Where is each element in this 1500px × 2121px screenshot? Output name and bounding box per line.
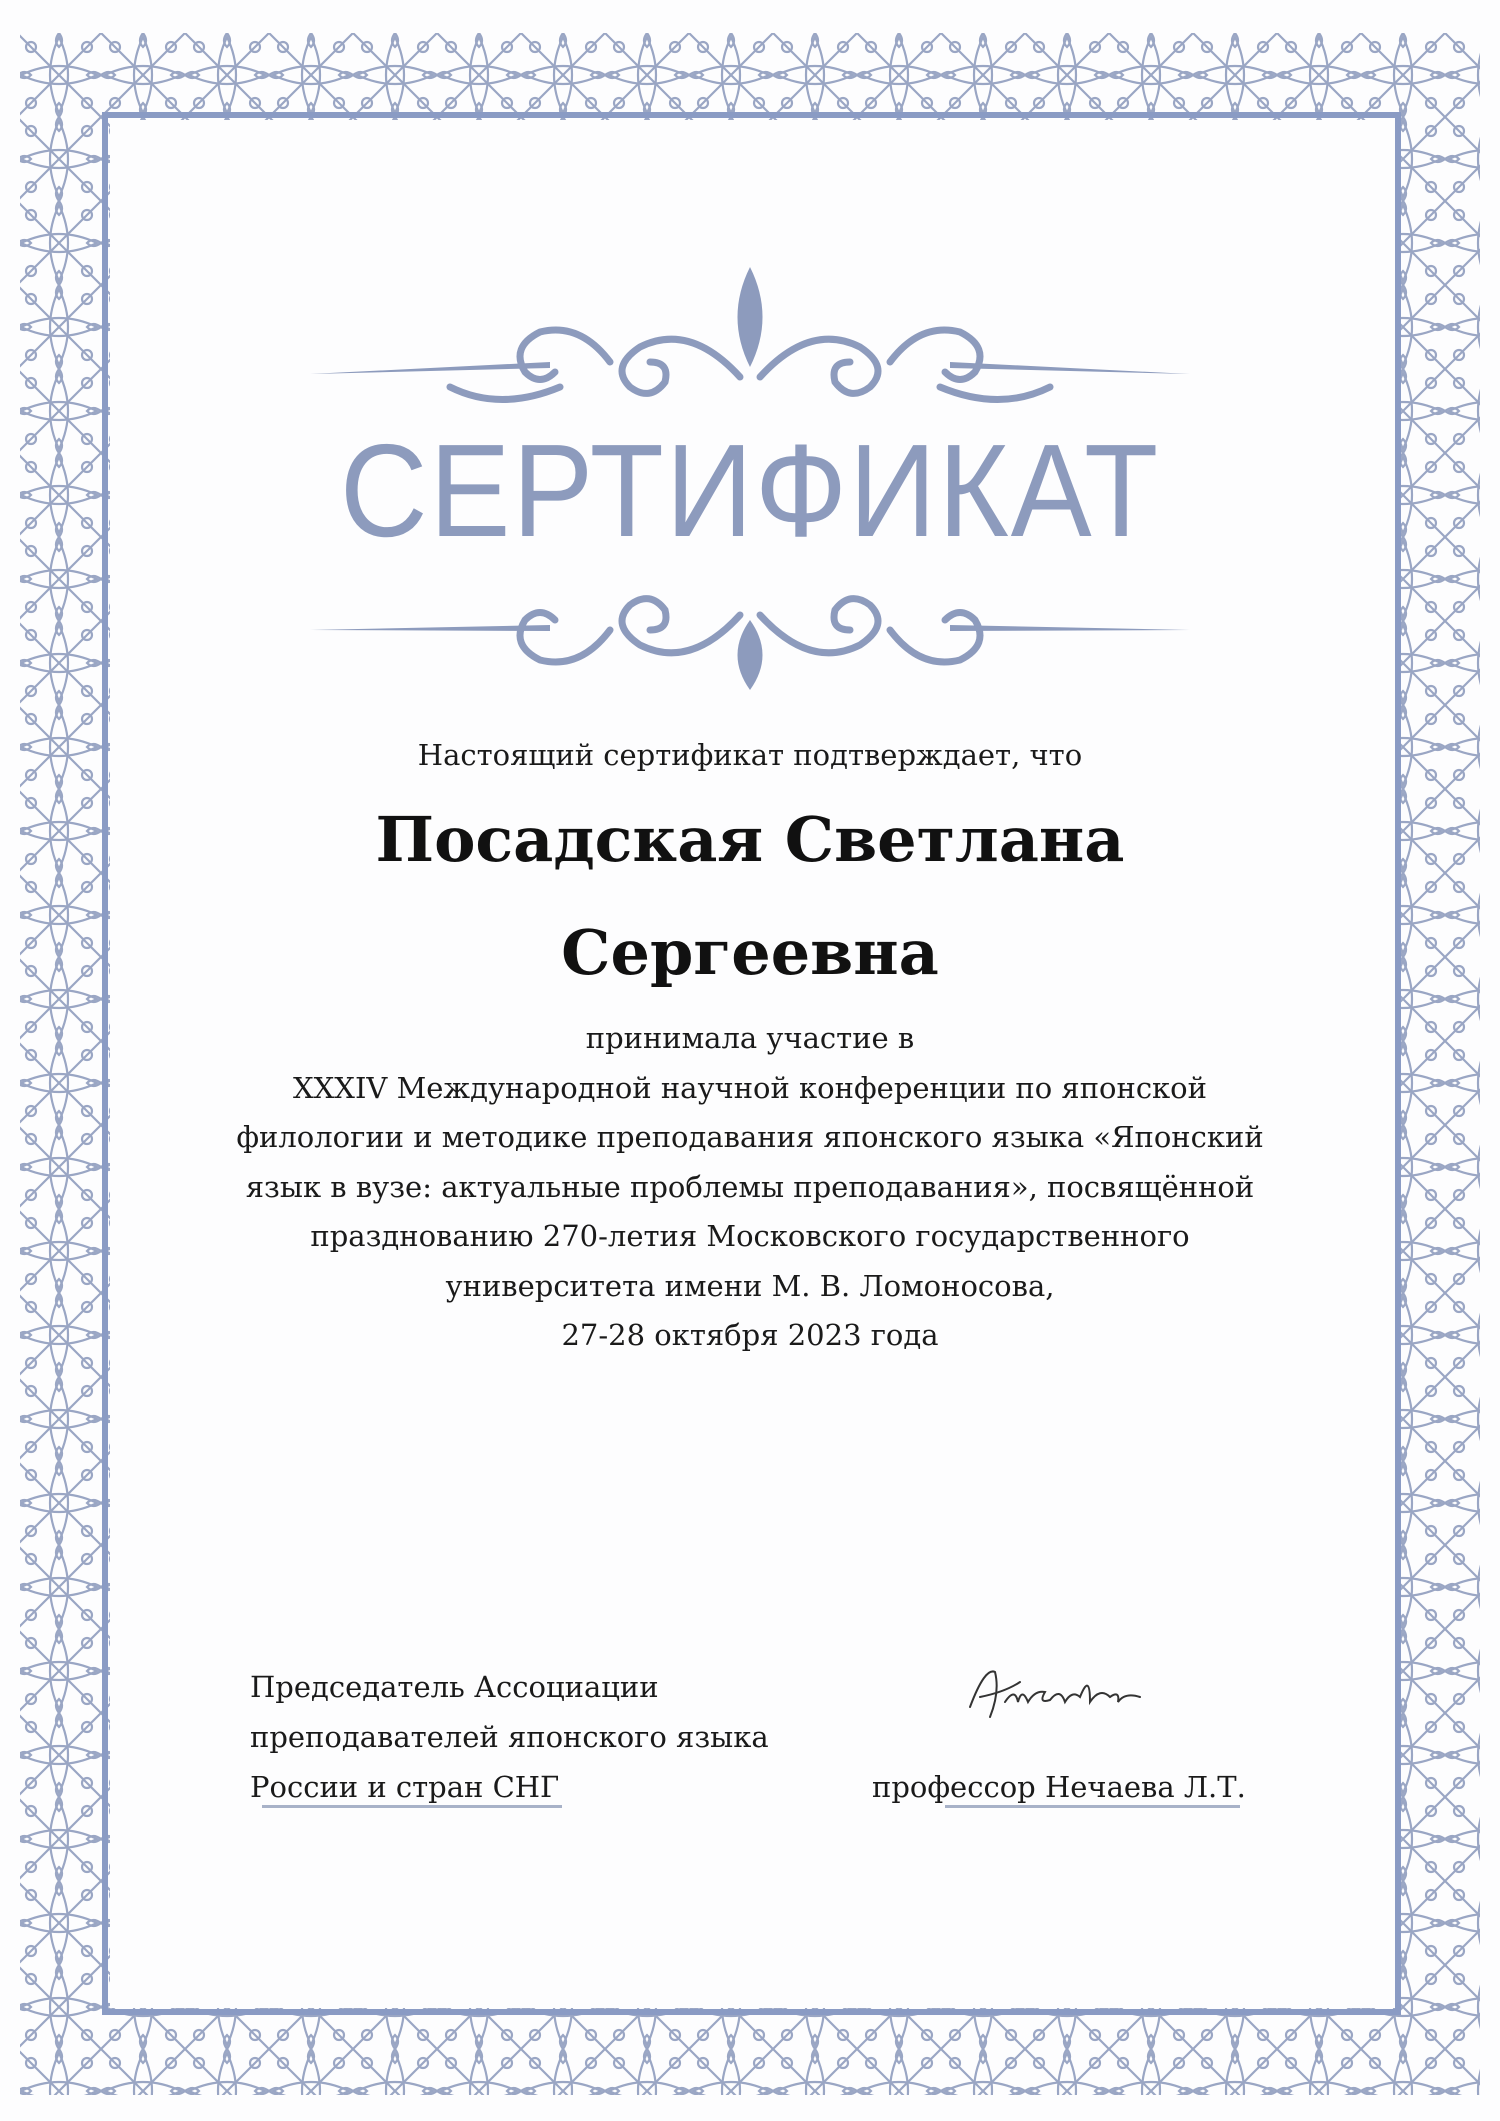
signer-position-line: преподавателей японского языка xyxy=(250,1720,769,1754)
body-line: XXXIV Международной научной конференции по японской xyxy=(293,1070,1207,1105)
handwritten-signature xyxy=(960,1662,1170,1732)
body-line: язык в вузе: актуальные проблемы преподавания», посвящённой xyxy=(245,1169,1255,1204)
signer-position xyxy=(250,1662,769,1812)
body-line: университета имени М. В. Ломоносова, xyxy=(445,1268,1055,1303)
ornament-bottom xyxy=(310,575,1190,695)
signer-position-line: России и стран СНГ xyxy=(250,1770,560,1804)
certificate-title: СЕРТИФИКАТ xyxy=(339,417,1161,564)
signer-name: профессор Нечаева Л.Т. xyxy=(872,1770,1246,1804)
ornament-top xyxy=(310,262,1190,437)
underline-right xyxy=(945,1805,1240,1808)
certificate-body xyxy=(0,1014,1500,1361)
intro-text: Настоящий сертификат подтверждает, что xyxy=(417,738,1083,772)
signer-position-line: Председатель Ассоциации xyxy=(250,1670,659,1704)
underline-left xyxy=(262,1805,562,1808)
body-line: 27-28 октября 2023 года xyxy=(561,1318,939,1352)
body-line: празднованию 270-летия Московского государственного xyxy=(310,1219,1190,1253)
recipient-name-line2: Сергеевна xyxy=(561,916,939,989)
recipient-name-line1: Посадская Светлана xyxy=(375,803,1125,876)
body-line: принимала участие в xyxy=(585,1021,915,1055)
body-line: филологии и методике преподавания японского языка «Японский xyxy=(236,1120,1264,1154)
